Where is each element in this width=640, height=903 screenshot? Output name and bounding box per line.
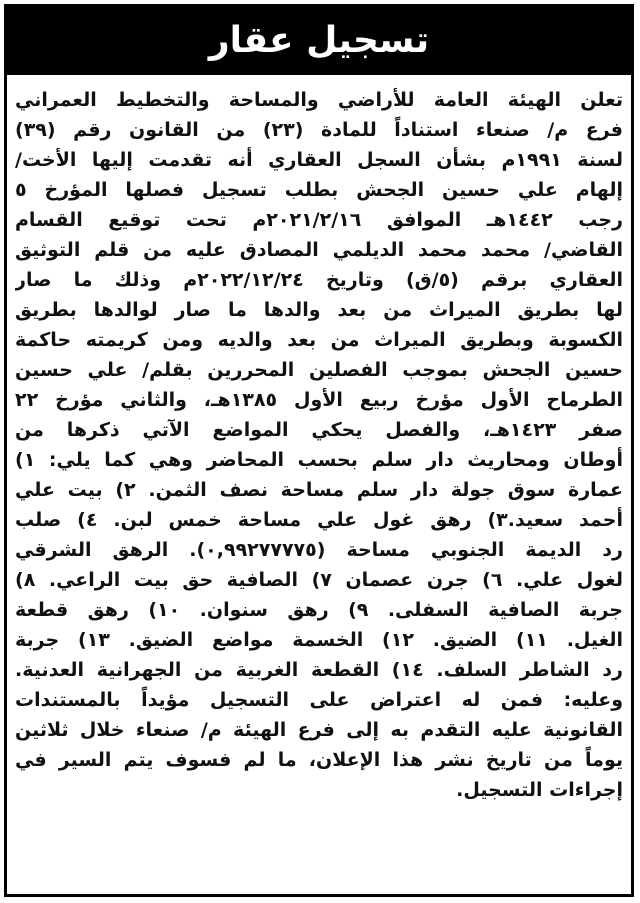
- notice-line: رجب ١٤٤٢هـ الموافق ٢٠٢١/٢/١٦م تحت توقيع القسام: [15, 209, 623, 231]
- notice-line: العقاري برقم (٥/ق) وتاريخ ٢٠٢٢/١٢/٢٤م وذلك ما صار: [15, 269, 623, 291]
- notice-line: رد الشاطر السلف. ١٤) القطعة الغربية من الجهرانية العدنية.: [15, 659, 623, 681]
- notice-line: يوماً من تاريخ نشر هذا الإعلان، ما لم فسوف يتم السير في: [15, 749, 623, 771]
- notice-line: الغيل. ١١) الضيق. ١٢) الخسمة مواضع الضيق. ١٣) جربة: [15, 629, 623, 651]
- notice-line: حسين الجحش بموجب الفصلين المحررين بقلم/ علي حسين: [15, 359, 623, 381]
- notice-title: تسجيل عقار: [208, 20, 430, 61]
- notice-frame: [4, 4, 634, 897]
- notice-line: الكسوبة وبطريق الميراث من بعد والديه ومن كريمته حاكمة: [15, 329, 623, 351]
- notice-line: القانونية عليه التقدم به إلى فرع الهيئة م/ صنعاء خلال ثلاثين: [15, 719, 623, 741]
- notice-line: الطرماح الأول مؤرخ ربيع الأول ١٣٨٥هـ، والثاني مؤرخ ٢٢: [15, 389, 623, 411]
- notice-line: أحمد سعيد.٣) رهق غول علي مساحة خمس لبن. ٤) صلب: [15, 509, 623, 531]
- notice-line: فرع م/ صنعاء استناداً للمادة (٢٣) من القانون رقم (٣٩): [15, 119, 623, 141]
- notice-line: لسنة ١٩٩١م بشأن السجل العقاري أنه تقدمت إليها الأخت/: [15, 149, 623, 171]
- notice-line: صفر ١٤٢٣هـ، والفصل يحكي المواضع الآتي ذكرها من: [15, 419, 623, 441]
- notice-line: وعليه: فمن له اعتراض على التسجيل مؤيداً بالمستندات: [15, 689, 623, 711]
- notice-line: تعلن الهيئة العامة للأراضي والمساحة والتخطيط العمراني: [15, 89, 623, 111]
- notice-line: لغول علي. ٦) جرن عصمان ٧) الصافية حق بيت الراعي. ٨): [15, 569, 623, 591]
- notice-line: إلهام علي حسين الجحش بطلب تسجيل فصلها المؤرخ ٥: [15, 179, 623, 201]
- notice-line: إجراءات التسجيل.: [456, 779, 623, 801]
- notice-body: [15, 85, 623, 805]
- notice-line: رد الديمة الجنوبي مساحة (٠,٩٩٢٧٧٧٧٥). الرهق الشرقي: [15, 539, 623, 561]
- notice-line: لها بطريق الميراث من بعد والدها ما صار لوالدها بطريق: [15, 299, 623, 321]
- notice-line: عمارة سوق جولة دار سلم مساحة نصف الثمن. ٢) بيت علي: [15, 479, 623, 501]
- notice-line: جربة الصافية السفلى. ٩) رهق سنوان. ١٠) رهق قطعة: [15, 599, 623, 621]
- notice-line: أوطان ومحاريث دار سلم بحسب المحاضر وهي كما يلي: ١): [15, 449, 623, 471]
- notice-header: [7, 7, 631, 75]
- notice-line: القاضي/ محمد محمد الديلمي المصادق عليه من قلم التوثيق: [15, 239, 623, 261]
